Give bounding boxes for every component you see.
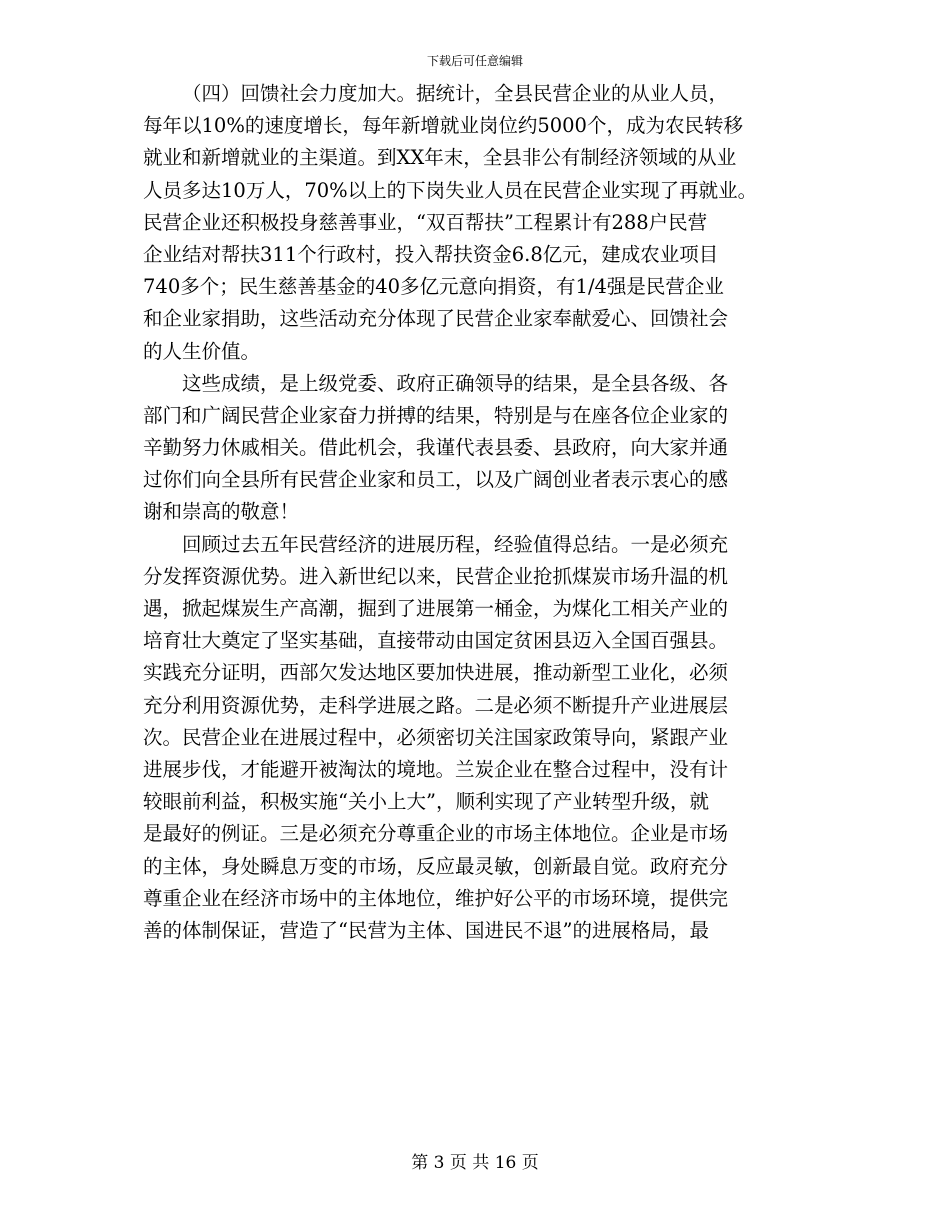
text-line: 实践充分证明，西部欠发达地区要加快进展，推动新型工业化，必须 xyxy=(143,661,729,685)
page-footer: 第 3 页 共 16 页 xyxy=(411,1153,539,1173)
text-line: 企业结对帮扶311个行政村，投入帮扶资金6.8亿元，建成农业项目 xyxy=(143,242,719,266)
text-line: 分发挥资源优势。进入新世纪以来，民营企业抢抓煤炭市场升温的机 xyxy=(143,564,729,588)
text-line: 是最好的例证。三是必须充分尊重企业的市场主体地位。企业是市场 xyxy=(143,822,729,846)
text-line: 较眼前利益，积极实施“关小上大”，顺利实现了产业转型升级，就 xyxy=(143,790,709,814)
text-line: 的人生价值。 xyxy=(143,339,261,363)
text-line: 遇，掀起煤炭生产高潮，掘到了进展第一桶金，为煤化工相关产业的 xyxy=(143,597,729,620)
text-line: 这些成绩，是上级党委、政府正确领导的结果，是全县各级、各 xyxy=(182,371,729,395)
text-line: 部门和广阔民营企业家奋力拼搏的结果，特别是与在座各位企业家的 xyxy=(143,403,729,427)
text-line: （四）回馈社会力度加大。据统计，全县民营企业的从业人员， xyxy=(182,82,729,105)
paragraph-1 xyxy=(143,78,803,368)
text-line: 过你们向全县所有民营企业家和员工，以及广阔创业者表示衷心的感 xyxy=(143,468,729,492)
paragraph-3 xyxy=(143,529,803,947)
text-line: 次。民营企业在进展过程中，必须密切关注国家政策导向，紧跟产业 xyxy=(143,725,729,749)
text-line: 人员多达10万人，70%以上的下岗失业人员在民营企业实现了再就业。 xyxy=(143,178,758,202)
text-line: 民营企业还积极投身慈善事业，“双百帮扶”工程累计有288户民营 xyxy=(143,210,708,234)
text-line: 回顾过去五年民营经济的进展历程，经验值得总结。一是必须充 xyxy=(182,532,729,556)
text-line: 善的体制保证，营造了“民营为主体、国进民不退”的进展格局，最 xyxy=(143,918,709,942)
text-line: 尊重企业在经济市场中的主体地位，维护好公平的市场环境，提供完 xyxy=(143,886,729,910)
text-line: 培育壮大奠定了坚实基础，直接带动由国定贫困县迈入全国百强县。 xyxy=(143,629,729,653)
text-line: 充分利用资源优势，走科学进展之路。二是必须不断提升产业进展层 xyxy=(143,693,729,717)
page-header: 下载后可任意编辑 xyxy=(426,54,523,68)
paragraph-2 xyxy=(143,368,803,529)
text-line: 每年以10%的速度增长，每年新增就业岗位约5000个，成为农民转移 xyxy=(143,114,743,138)
text-line: 和企业家捐助，这些活动充分体现了民营企业家奉献爱心、回馈社会 xyxy=(143,307,729,331)
text-line: 就业和新增就业的主渠道。到XX年末，全县非公有制经济领域的从业 xyxy=(143,146,737,170)
text-line: 进展步伐，才能避开被淘汰的境地。兰炭企业在整合过程中，没有计 xyxy=(143,757,729,781)
text-line: 的主体，身处瞬息万变的市场，反应最灵敏，创新最自觉。政府充分 xyxy=(143,854,729,878)
text-line: 740多个；民生慈善基金的40多亿元意向捐资，有1/4强是民营企业 xyxy=(143,275,724,299)
document-body xyxy=(143,78,803,947)
text-line: 谢和崇高的敬意！ xyxy=(143,500,300,524)
text-line: 辛勤努力休戚相关。借此机会，我谨代表县委、县政府，向大家并通 xyxy=(143,436,729,460)
